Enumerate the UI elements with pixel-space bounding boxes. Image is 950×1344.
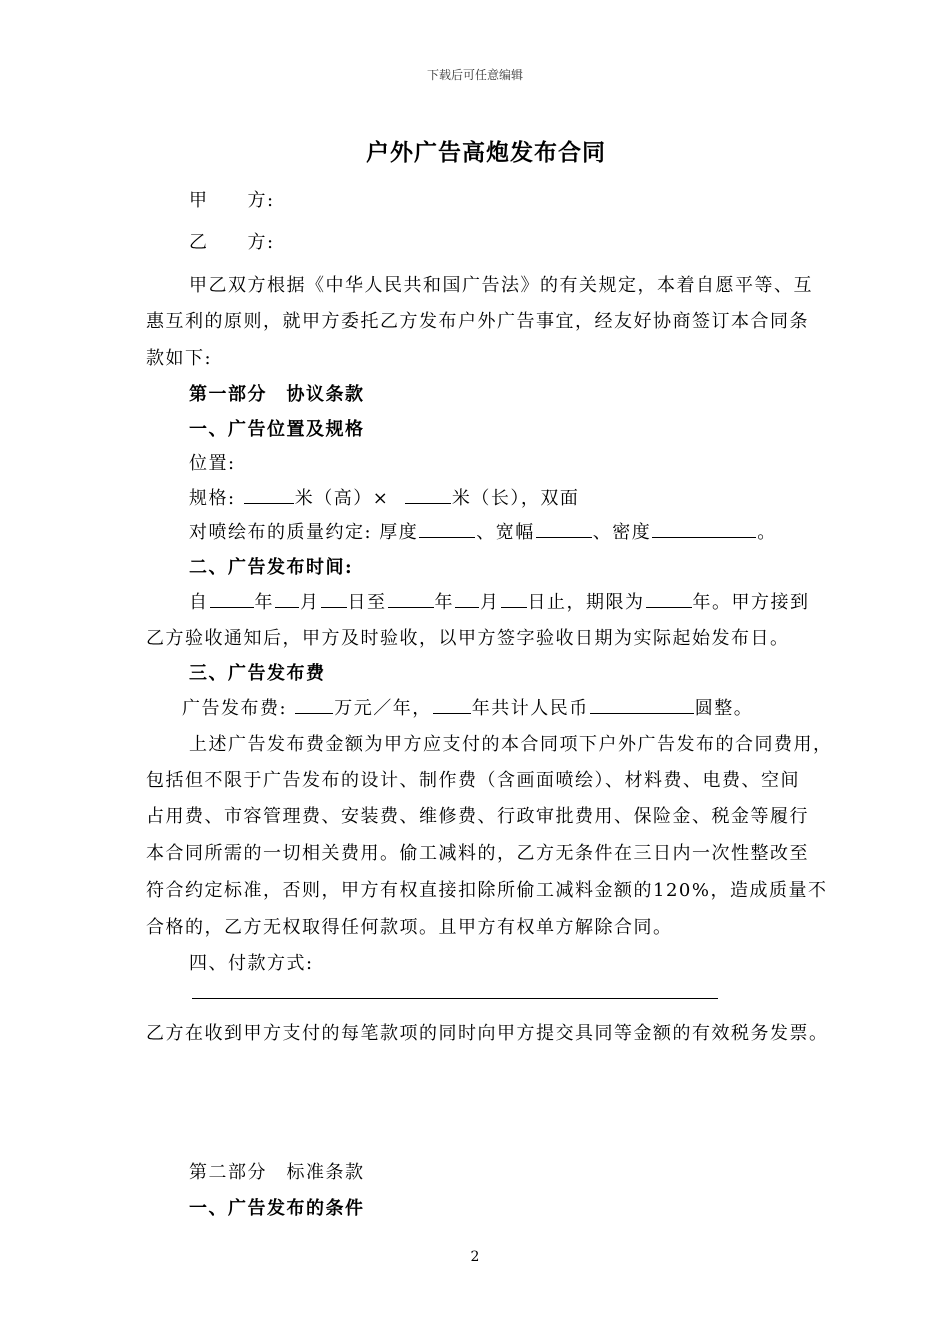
section-2-heading: 二、广告发布时间: — [189, 557, 354, 578]
document-title: 户外广告高炮发布合同 — [366, 139, 606, 166]
fee-amount-blank — [295, 695, 333, 714]
period-end: 年。甲方接到 — [692, 592, 810, 613]
density-blank — [652, 519, 756, 538]
section-3-heading: 三、广告发布费 — [189, 663, 326, 684]
period-term: 日止，期限为 — [527, 592, 645, 613]
fee-label: 广告发布费: — [182, 698, 295, 719]
period-from: 自 — [189, 592, 209, 613]
fee-line — [182, 694, 753, 720]
end-year-blank — [388, 589, 434, 608]
period-line-2: 乙方验收通知后，甲方及时验收，以甲方签字验收日期为实际起始发布日。 — [146, 628, 790, 649]
start-month-blank — [275, 589, 299, 608]
fee-body-line-5: 符合约定标准，否则，甲方有权直接扣除所偷工减料金额的120%，造成质量不 — [146, 880, 828, 901]
location-label: 位置: — [189, 453, 236, 474]
fee-body-line-1: 上述广告发布费金额为甲方应支付的本合同项下户外广告发布的合同费用， — [189, 734, 833, 755]
fee-body-line-6: 合格的，乙方无权取得任何款项。且甲方有权单方解除合同。 — [146, 917, 673, 938]
part-2-heading: 第二部分 标准条款 — [189, 1162, 365, 1183]
payment-method-blank-line — [192, 998, 718, 999]
start-day-blank — [321, 589, 347, 608]
invoice-clause: 乙方在收到甲方支付的每笔款项的同时向甲方提交具同等金额的有效税务发票。 — [146, 1023, 829, 1044]
period-year-2: 年 — [434, 592, 454, 613]
intro-line-1: 甲乙双方根据《中华人民共和国广告法》的有关规定，本着自愿平等、互 — [189, 275, 813, 296]
spec-length-unit: 米（长），双面 — [451, 488, 580, 509]
page-header: 下载后可任意编辑 — [426, 68, 523, 82]
term-years-blank — [646, 589, 692, 608]
quality-density-label: 、密度 — [592, 522, 652, 543]
spec-line — [189, 484, 579, 510]
height-blank — [244, 485, 294, 504]
party-b-label: 乙 方: — [189, 232, 275, 253]
end-month-blank — [455, 589, 479, 608]
fee-body-line-3: 占用费、市容管理费、安装费、维修费、行政审批费用、保险金、税金等履行 — [146, 806, 809, 827]
width-blank — [536, 519, 592, 538]
fee-unit: 万元／年， — [334, 698, 432, 719]
party-a-label: 甲 方: — [189, 190, 275, 211]
section-1-heading: 一、广告位置及规格 — [189, 419, 365, 440]
length-blank — [405, 485, 451, 504]
period-year-1: 年 — [254, 592, 274, 613]
intro-line-3: 款如下: — [146, 348, 213, 369]
quality-width-label: 、宽幅 — [476, 522, 535, 543]
fee-end: 圆整。 — [694, 698, 754, 719]
spec-label: 规格: — [189, 488, 243, 509]
fee-years-blank — [433, 695, 471, 714]
fee-body-line-4: 本合同所需的一切相关费用。偷工减料的，乙方无条件在三日内一次性整改至 — [146, 843, 809, 864]
quality-line — [189, 518, 777, 544]
period-line — [189, 588, 810, 614]
fee-body-line-2: 包括但不限于广告发布的设计、制作费（含画面喷绘）、材料费、电费、空间 — [146, 770, 800, 791]
period-to: 日至 — [347, 592, 387, 613]
part-1-heading: 第一部分 协议条款 — [189, 384, 365, 405]
intro-line-2: 惠互利的原则，就甲方委托乙方发布户外广告事宜，经友好协商签订本合同条 — [146, 311, 809, 332]
period-month-1: 月 — [300, 592, 320, 613]
thickness-blank — [419, 519, 475, 538]
period-month-2: 月 — [480, 592, 500, 613]
fee-total-label: 年共计人民币 — [471, 698, 589, 719]
page-number: 2 — [470, 1249, 480, 1265]
section-4-heading: 四、付款方式: — [189, 953, 314, 974]
spec-height-unit: 米（高）× — [294, 488, 390, 509]
quality-end: 。 — [757, 522, 777, 543]
end-day-blank — [501, 589, 527, 608]
fee-total-blank — [590, 695, 694, 714]
quality-thickness-label: 对喷绘布的质量约定: 厚度 — [189, 522, 419, 543]
part-2-section-1-heading: 一、广告发布的条件 — [189, 1198, 365, 1219]
start-year-blank — [210, 589, 254, 608]
